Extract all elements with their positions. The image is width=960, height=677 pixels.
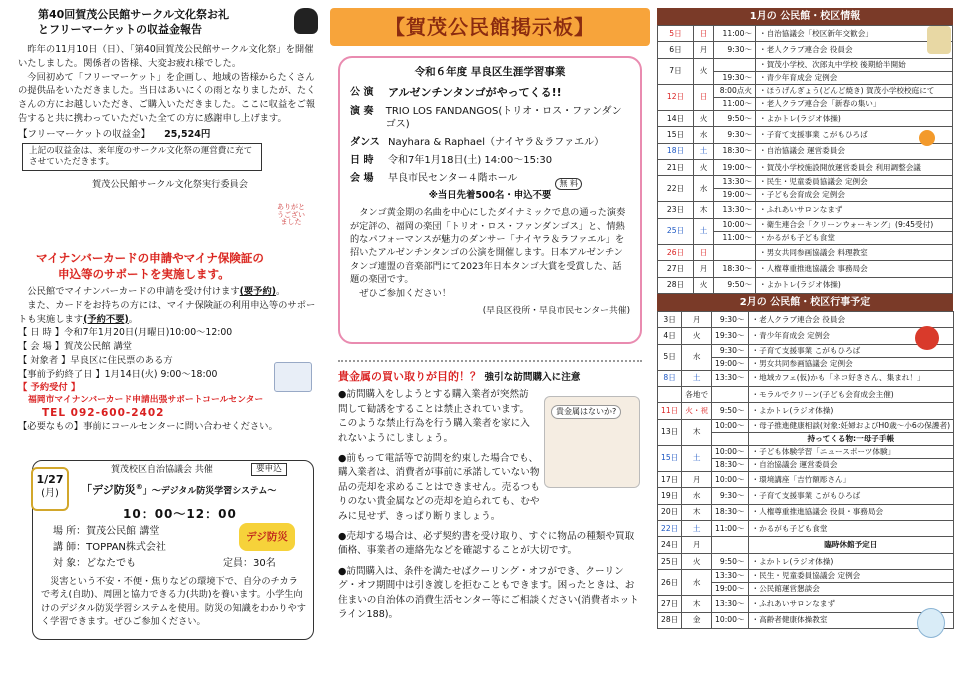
schedule-row [658, 403, 954, 419]
schedule-event: ・よかトレ(ラジオ体操) [748, 403, 954, 419]
report-para-2: 今回初めて「フリーマーケット」を企画し、地域の皆様からたくさんの提供品をいただきました。当日はあいにくの雨となりましたが、たくさんの方にお越しいただき、ご購入いただきました。ここに収益をご報告すると共に携わっていただいた全ての方に感謝申し上げます。 [18, 71, 316, 124]
mynumber-reserve-label: 【 予約受付 】 [18, 382, 81, 394]
concert-free-badge: 無 料 [555, 178, 582, 190]
disaster-name-main: 「デジ防災 [81, 483, 136, 497]
demon-icon [915, 326, 939, 350]
schedule-event: ・母子推進健康相談(対象:妊婦およびH0歳～小6の保護者) [748, 419, 954, 432]
schedule-row [658, 84, 953, 97]
schedule-time: 9:50～ [714, 277, 756, 293]
schedule-weekday: 日 [694, 84, 714, 110]
schedule-event: ・子育て支援事業 こがもひろば [748, 488, 954, 504]
tango-concert-box [338, 56, 642, 344]
disaster-date-badge [31, 467, 69, 511]
february-header: 2月の 公民館・校区行事予定 [657, 294, 953, 311]
schedule-event: ・賀茂小学校施設開放運営委員会 利用調整会議 [756, 159, 953, 175]
income-label: 【フリーマーケットの収益金】 [18, 128, 151, 140]
schedule-row [658, 110, 953, 126]
cat-icon [294, 8, 318, 34]
schedule-event: ・子ども体験学習「ニュースポーツ体験」 [748, 445, 954, 458]
schedule-weekday: 各地で [682, 387, 712, 403]
schedule-time [714, 244, 756, 260]
schedule-row [658, 58, 953, 71]
schedule-date: 26日 [658, 570, 682, 596]
mynumber-tel: TEL 092-600-2402 [42, 406, 165, 419]
schedule-date: 5日 [658, 26, 694, 42]
schedule-row [658, 277, 953, 293]
report-title-2: とフリーマーケットの収益金報告 [38, 22, 203, 36]
schedule-date: 28日 [658, 612, 682, 628]
schedule-time: 9:30～ [712, 311, 748, 327]
schedule-time: 19:30～ [712, 328, 748, 344]
schedule-date: 17日 [658, 471, 682, 487]
schedule-time: 9:50～ [714, 110, 756, 126]
schedule-time: 19:30～ [714, 71, 756, 84]
metals-bullet-4: ●訪問購入は、条件を満たせばクーリング・オフができ、クーリング・オフ期間中は引き渡しを拒むこともできます。困ったときは、お住まいの自治体の消費生活センター等にご相談ください(消費者ホットライン188)。 [338, 565, 639, 620]
concert-row [350, 136, 630, 149]
metals-bullet-1: ●訪問購入をしようとする購入業者が突然訪問して勧誘をすることは禁止されています。このような禁止行為を行う購入業者を家に入れないようにしましょう。 [338, 389, 530, 444]
schedule-time: 9:30～ [714, 42, 756, 58]
schedule-time: 8:00点火 [714, 84, 756, 97]
schedule-date: 22日 [658, 176, 694, 202]
schedule-weekday: 金 [682, 612, 712, 628]
schedule-event: ・子ども会育成会 定例会 [756, 189, 953, 202]
disaster-capacity: 定員：30名 [223, 558, 276, 569]
metals-bubble: 貴金属はないか? [551, 405, 621, 419]
mynumber-requirements: 【必要なもの】事前にコールセンターに問い合わせください。 [18, 421, 278, 433]
schedule-time: 10:00～ [712, 471, 748, 487]
schedule-time [712, 537, 748, 553]
schedule-event: ・衛生連合会「クリーンウォーキング」(9:45受付) [756, 218, 953, 231]
schedule-date: 8日 [658, 370, 682, 386]
schedule-event: ・自治協議会 運営委員会 [748, 458, 954, 471]
schedule-weekday: 火・祝 [682, 403, 712, 419]
concert-row-key: 演 奏 [350, 105, 374, 117]
schedule-weekday: 木 [682, 596, 712, 612]
schedule-date: 15日 [658, 127, 694, 143]
schedule-time: 10:00～ [714, 218, 756, 231]
schedule-weekday: 月 [694, 261, 714, 277]
schedule-time: 13:30～ [714, 202, 756, 218]
schedule-date: 14日 [658, 110, 694, 126]
schedule-weekday: 日 [694, 26, 714, 42]
schedule-weekday: 月 [694, 42, 714, 58]
concert-row-value: Nayhara & Raphael（ナイヤラ＆ラファエル） [388, 136, 605, 148]
schedule-event: ・子育て支援事業 こがもひろば [756, 127, 953, 143]
schedule-weekday: 水 [694, 176, 714, 202]
schedule-time: 18:30～ [712, 458, 748, 471]
schedule-time: 9:50～ [712, 553, 748, 569]
schedule-event: ・老人クラブ連合会 役員会 [756, 42, 953, 58]
schedule-date [658, 387, 682, 403]
mynumber-para-2-end: 。 [128, 313, 139, 325]
disaster-date: 1/27 [36, 473, 64, 486]
schedule-event: ・高齢者健康体操教室 [748, 612, 954, 628]
schedule-time: 11:00～ [712, 521, 748, 537]
schedule-time: 9:30～ [714, 127, 756, 143]
schedule-event: ・よかトレ(ラジオ体操) [756, 277, 953, 293]
schedule-event: ・青少年育成会 定例会 [748, 328, 954, 344]
schedule-time: 10:00～ [712, 445, 748, 458]
concert-row [350, 105, 630, 131]
schedule-time: 9:30～ [712, 488, 748, 504]
schedule-event: ・民生・児童委員協議会 定例会 [748, 570, 954, 583]
mynumber-title-1: マイナンバーカードの申請やマイナ保険証の [36, 251, 264, 265]
schedule-event: ・ふれあいサロンなまず [748, 596, 954, 612]
schedule-weekday: 火 [694, 159, 714, 175]
schedule-date: 13日 [658, 419, 682, 445]
culture-festival-report [18, 8, 318, 227]
income-row [18, 129, 318, 141]
schedule-time: 18:30～ [714, 143, 756, 159]
schedule-row [658, 570, 954, 583]
mynumber-date: 【 日 時 】令和7年1月20日(月曜日)10:00～12:00 [18, 327, 233, 339]
schedule-weekday: 日 [694, 244, 714, 260]
schedule-weekday: 水 [682, 488, 712, 504]
schedule-weekday: 火 [694, 110, 714, 126]
disaster-time: 10：00～12：00 [123, 507, 237, 521]
schedule-time [712, 387, 748, 403]
concert-row-value: 令和7年1月18日(土) 14:00～15:30 [388, 154, 553, 166]
schedule-row [658, 261, 953, 277]
mynumber-reserve-required: (要予約) [239, 286, 277, 298]
schedule-time: 10:00～ [712, 612, 748, 628]
metals-warning [338, 370, 642, 628]
schedule-date: 4日 [658, 328, 682, 344]
schedule-row [658, 445, 954, 458]
schedule-weekday: 月 [682, 311, 712, 327]
schedule-date: 5日 [658, 344, 682, 370]
schedule-row [658, 471, 954, 487]
schedule-time [714, 58, 756, 71]
schedule-time: 11:00～ [714, 26, 756, 42]
schedule-time: 19:00～ [712, 357, 748, 370]
schedule-time: 13:30～ [714, 176, 756, 189]
schedule-row [658, 344, 954, 357]
schedule-time: 11:00～ [714, 97, 756, 110]
metals-title-rest: 強引な訪問購入に注意 [484, 372, 581, 383]
schedule-row [658, 176, 953, 189]
schedule-date: 26日 [658, 244, 694, 260]
schedule-time: 13:30～ [712, 596, 748, 612]
schedule-event: ・老人クラブ連合会「新春の集い」 [756, 97, 953, 110]
schedule-date: 12日 [658, 84, 694, 110]
digi-bosai-logo: デジ防災 [239, 523, 295, 551]
income-note: 上記の収益金は、来年度のサークル文化祭の運営費に充てさせていただきます。 [22, 143, 262, 171]
schedule-event: 持ってくる物:一母子手帳 [748, 432, 954, 445]
concert-row-value: TRIO LOS FANDANGOS(トリオ・ロス・ファンダンゴス) [385, 105, 622, 130]
pumpkin-icon [919, 130, 935, 146]
schedule-event: ・自治協議会 運営委員会 [756, 143, 953, 159]
schedule-row [658, 370, 954, 386]
concert-heading: 令和６年度 早良区生涯学習事業 [414, 66, 566, 78]
concert-row-key: 公 演 [350, 86, 374, 98]
concert-body: タンゴ黄金期の名曲を中心にしたダイナミックで息の通った演奏が定評の、福岡の楽団「トリオ・ロス・ファンダンゴス」と、情熱的なパフォーマンスが魅力のダンサー「ナイヤラ＆ラファエル」を招いたアルゼンチンタンゴの公演を開催します。日本アルゼンチンタンゴ連盟の音楽部門にて2023年日本タンゴ大賞を受賞した、話題の楽団です。 [350, 207, 626, 285]
schedule-time: 19:00～ [714, 159, 756, 175]
report-committee: 賀茂公民館サークル文化祭実行委員会 [92, 179, 248, 191]
schedule-row [658, 537, 954, 553]
january-schedule-table [657, 25, 953, 294]
january-header: 1月の 公民館・校区情報 [657, 8, 953, 25]
schedule-date: 28日 [658, 277, 694, 293]
schedule-row [658, 42, 953, 58]
schedule-weekday: 火 [694, 58, 714, 84]
disaster-weekday: (月) [41, 488, 59, 500]
concert-row-value: アルゼンチンタンゴがやってくる!! [388, 85, 562, 99]
mynumber-para-1-text: 公民館でマイナンバーカードの申請を受け付けます [27, 286, 240, 298]
disaster-sponsor: 賀茂校区自治協議会 共催 [111, 465, 213, 475]
schedule-date: 22日 [658, 521, 682, 537]
metals-bullet-3: ●売却する場合は、必ず契約書を受け取り、すぐに物品の種類や買取価格、事業者の連絡先などを確認することが大切です。 [338, 530, 635, 557]
disaster-body: 災害という不安・不便・焦りなどの環境下で、自分のチカラで考え(自助)、周囲と協力できる力(共助)を養います。小学生向けのデジタル防災学習システムを使用。防災の知識をわかりやすく学習できます。ぜひご参加ください。 [41, 576, 306, 628]
february-schedule-table [657, 311, 954, 629]
schedule-row [658, 218, 953, 231]
schedule-weekday: 土 [682, 445, 712, 471]
schedule-row [658, 553, 954, 569]
schedule-row [658, 244, 953, 260]
schedule-column [657, 8, 953, 670]
schedule-event: ・賀茂小学校、次郎丸中学校 後期給半開始 [756, 58, 953, 71]
disaster-name-reg: ® [135, 483, 143, 491]
thanks-badge: ありがとうございました [277, 203, 305, 227]
metals-title [338, 370, 642, 384]
schedule-event: ・男女共同参画協議会 料理教室 [756, 244, 953, 260]
middle-column [330, 8, 650, 670]
schedule-event: ・人権尊重推進協議会 役員・事務局会 [748, 504, 954, 520]
schedule-weekday: 木 [682, 419, 712, 445]
schedule-weekday: 木 [694, 202, 714, 218]
metals-title-red: 貴金属の買い取りが目的！？ [338, 370, 481, 383]
schedule-time: 11:00～ [714, 231, 756, 244]
schedule-date: 24日 [658, 537, 682, 553]
schedule-event: ・環境講座「吉竹額彫さん」 [748, 471, 954, 487]
schedule-time: 19:00～ [714, 189, 756, 202]
schedule-weekday: 土 [682, 521, 712, 537]
schedule-date: 27日 [658, 596, 682, 612]
schedule-date: 11日 [658, 403, 682, 419]
mynumber-para-2 [18, 299, 318, 327]
schedule-weekday: 土 [694, 143, 714, 159]
schedule-date: 3日 [658, 311, 682, 327]
schedule-row [658, 159, 953, 175]
schedule-row [658, 521, 954, 537]
schedule-row [658, 387, 954, 403]
id-card-icon [274, 362, 312, 392]
concert-row [350, 154, 630, 167]
mynumber-para-1 [18, 285, 318, 299]
concert-organizer: (早良区役所・早良市民センター共催) [482, 306, 630, 317]
mynumber-support [18, 250, 318, 434]
schedule-date: 7日 [658, 58, 694, 84]
report-para-1: 昨年の11月10日（日）、「第40回賀茂公民館サークル文化祭」を開催いたしました。関係者の皆様、大変お疲れ様でした。 [18, 44, 314, 69]
schedule-event: ・かるがも子ども食堂 [756, 231, 953, 244]
metals-illustration [544, 396, 640, 488]
disaster-teacher: 講 師：TOPPAN株式会社 [53, 542, 166, 553]
schedule-event: ・ほうげんぎょう(どんど焼き) 賀茂小学校校庭にて [756, 84, 953, 97]
schedule-weekday: 火 [694, 277, 714, 293]
concert-details [350, 86, 630, 185]
snowman-icon [917, 608, 945, 638]
schedule-event: ・自治協議会「校区新年交歓会」 [756, 26, 953, 42]
schedule-time: 9:50～ [712, 403, 748, 419]
schedule-event: ・よかトレ(ラジオ体操) [748, 553, 954, 569]
schedule-weekday: 水 [694, 127, 714, 143]
concert-row-value: 早良市民センター４階ホール [388, 172, 518, 184]
schedule-date: 6日 [658, 42, 694, 58]
schedule-row [658, 26, 953, 42]
mynumber-no-reserve: (予約不要) [83, 313, 129, 325]
income-value: 25,524円 [164, 128, 211, 140]
schedule-row [658, 143, 953, 159]
mynumber-para-2-text: また、カードをお持ちの方には、マイナ保険証の利用申込等のサポートも実施します [18, 299, 316, 325]
concert-row-key: ダンス [350, 136, 380, 148]
schedule-time: 13:30～ [712, 370, 748, 386]
schedule-weekday: 土 [682, 370, 712, 386]
schedule-event: ・ふれあいサロンなまず [756, 202, 953, 218]
schedule-row [658, 612, 954, 628]
digital-disaster-box [32, 460, 314, 640]
schedule-time: 9:30～ [712, 344, 748, 357]
kadomatsu-icon [927, 26, 951, 54]
schedule-event: ・老人クラブ連合会 役員会 [748, 311, 954, 327]
schedule-date: 27日 [658, 261, 694, 277]
schedule-event: ・公民館運営懇談会 [748, 583, 954, 596]
schedule-event: ・地域カフェ(仮)かも「ネコ好きさん、集まれ！」 [748, 370, 954, 386]
schedule-row [658, 202, 953, 218]
disaster-program-name [81, 483, 276, 498]
schedule-date: 18日 [658, 143, 694, 159]
disaster-target: 対 象：どなたでも [53, 558, 137, 569]
metals-bullet-2: ●前もって電話等で訪問を約束した場合でも、購入業者は、消費者が事前に承諾していない物品の売却を求めることはできません。売るつもりのない貴金属などの売却を迫られても、むやみに見せず、きっぱり断りましょう。 [338, 453, 540, 522]
bulletin-banner: 【賀茂公民館掲示板】 [330, 8, 650, 46]
schedule-date: 15日 [658, 445, 682, 471]
schedule-event: ・よかトレ(ラジオ体操) [756, 110, 953, 126]
mynumber-target: 【 対象者 】早良区に住民票のある方 [18, 354, 173, 366]
schedule-event: ・民生・児童委員協議会 定例会 [756, 176, 953, 189]
schedule-weekday: 水 [682, 344, 712, 370]
schedule-row [658, 328, 954, 344]
concert-row [350, 172, 630, 185]
schedule-weekday: 火 [682, 328, 712, 344]
schedule-row [658, 488, 954, 504]
schedule-weekday: 木 [682, 504, 712, 520]
schedule-event: ・青少年育成会 定例会 [756, 71, 953, 84]
disaster-reserve-badge: 要申込 [251, 463, 287, 476]
concert-first-come: ※当日先着500名・申込不要 [428, 189, 552, 201]
left-column [18, 8, 318, 670]
schedule-event: ・人権尊重推進協議会 事務局会 [756, 261, 953, 277]
schedule-time: 10:00～ [712, 419, 748, 432]
schedule-time: 13:30～ [712, 570, 748, 583]
schedule-date: 21日 [658, 159, 694, 175]
mynumber-deadline: 【事前予約終了日 】1月14日(火) 9:00～18:00 [18, 368, 218, 380]
concert-welcome: ぜひご参加ください！ [359, 288, 452, 300]
schedule-row [658, 311, 954, 327]
schedule-date: 25日 [658, 218, 694, 244]
schedule-event: ・男女共同参画協議会 定例会 [748, 357, 954, 370]
schedule-weekday: 水 [682, 570, 712, 596]
schedule-event: ・かるがも子ども食堂 [748, 521, 954, 537]
concert-row-key: 日 時 [350, 154, 374, 166]
schedule-date: 20日 [658, 504, 682, 520]
disaster-name-tail: 」～デジタル防災学習システム～ [142, 486, 277, 497]
mynumber-para-1-end: 。 [276, 286, 286, 298]
schedule-date: 23日 [658, 202, 694, 218]
concert-row-key: 会 場 [350, 172, 374, 184]
schedule-event: ・子育て支援事業 こがもひろば [748, 344, 954, 357]
mynumber-title-2: 申込等のサポートを実施します。 [58, 267, 230, 282]
schedule-date: 25日 [658, 553, 682, 569]
schedule-event: 臨時休館予定日 [748, 537, 954, 553]
schedule-time: 18:30～ [712, 504, 748, 520]
schedule-time [712, 432, 748, 445]
disaster-place: 場 所：賀茂公民館 講堂 [53, 526, 160, 537]
schedule-row [658, 596, 954, 612]
report-title-1: 第40回賀茂公民館サークル文化祭お礼 [38, 8, 229, 21]
schedule-row [658, 127, 953, 143]
schedule-weekday: 火 [682, 553, 712, 569]
schedule-time: 18:30～ [714, 261, 756, 277]
schedule-event: ・モラルでクリーン(子ども会育成会主催) [748, 387, 954, 403]
mynumber-call-center: 福岡市マイナンバーカード申請出張サポートコールセンター [28, 395, 264, 406]
schedule-weekday: 月 [682, 471, 712, 487]
schedule-weekday: 土 [694, 218, 714, 244]
wavy-divider [338, 360, 642, 362]
schedule-row [658, 504, 954, 520]
schedule-date: 19日 [658, 488, 682, 504]
schedule-weekday: 月 [682, 537, 712, 553]
mynumber-place: 【 会 場 】賀茂公民館 講堂 [18, 341, 133, 353]
concert-row [350, 86, 630, 100]
schedule-row [658, 419, 954, 432]
schedule-time: 19:00～ [712, 583, 748, 596]
